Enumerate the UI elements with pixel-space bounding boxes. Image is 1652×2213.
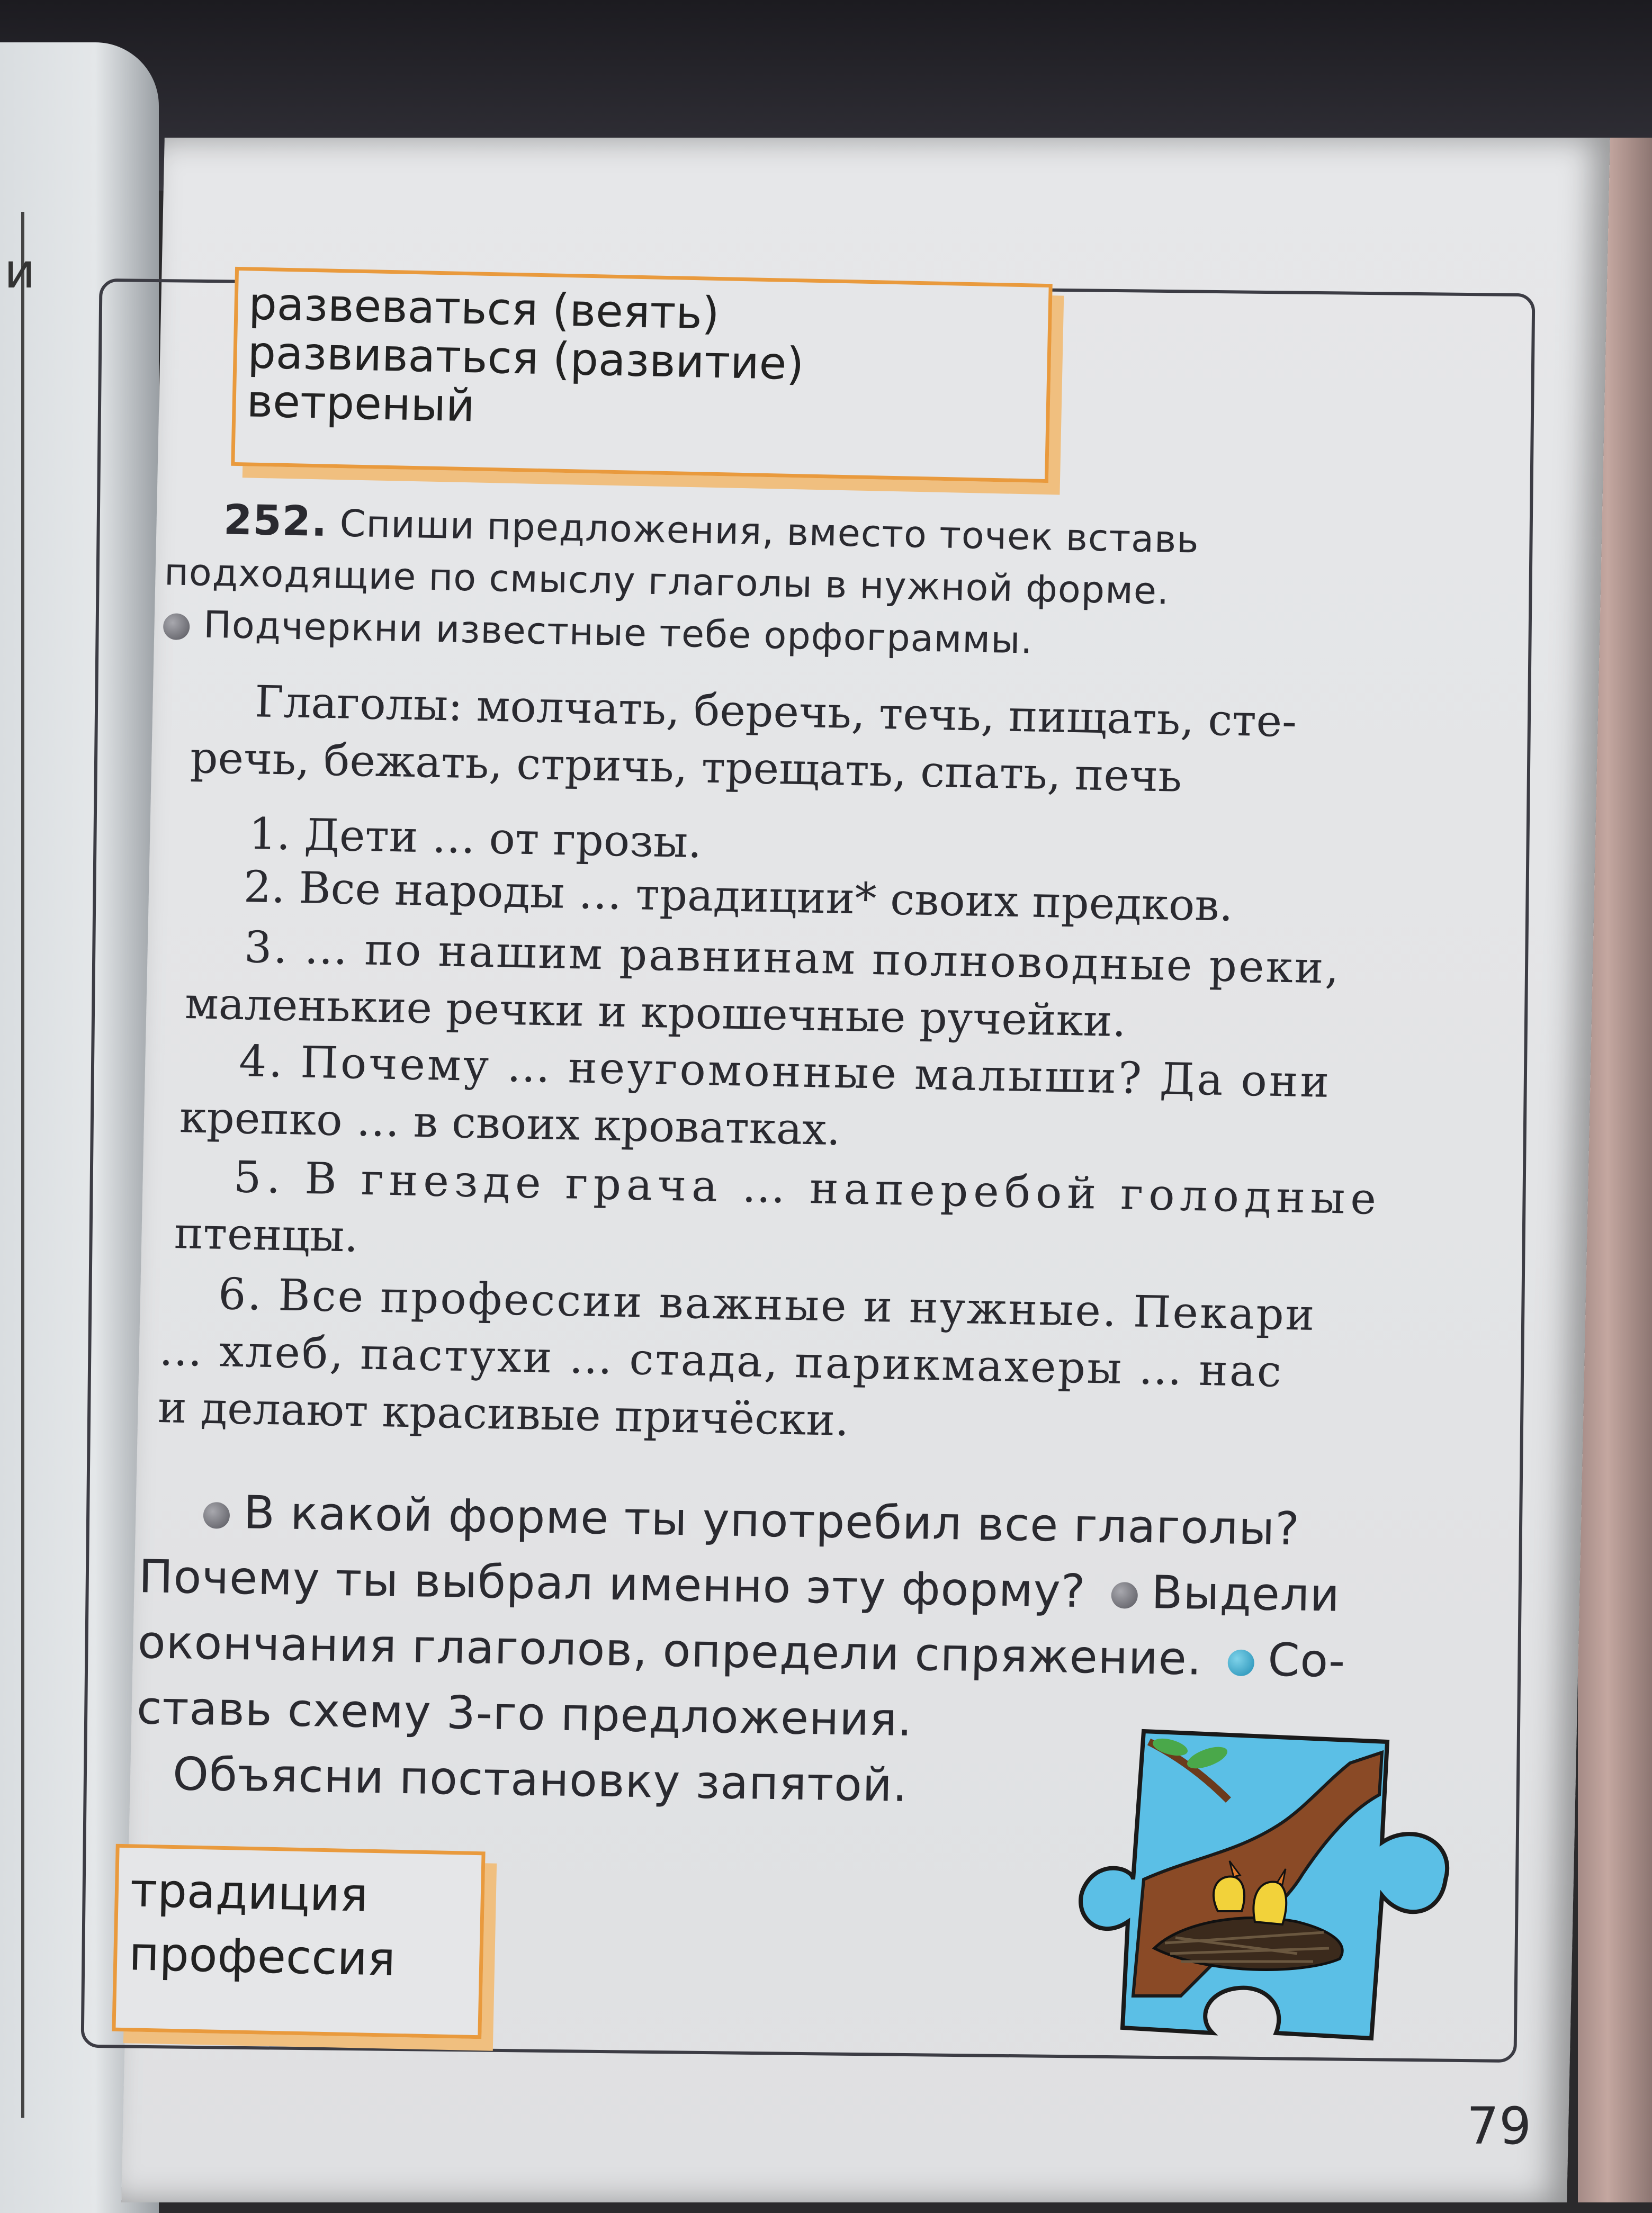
vocab-word: ветреный [246, 375, 475, 432]
question-line: В какой форме ты употребил все глаголы? [243, 1486, 1300, 1556]
question-line: Со- [1267, 1633, 1346, 1688]
question-line: ставь схему 3-го предложения. [136, 1681, 913, 1747]
left-page-rule [21, 212, 24, 2118]
bullet-gray-icon [1111, 1582, 1138, 1609]
vocab-word: развеваться (веять) [248, 277, 720, 340]
left-page-fragment: и [4, 244, 35, 299]
vocabulary-box-top [231, 267, 1053, 483]
vocab-word: традиция [129, 1863, 369, 1922]
question-line: Почему ты выбрал именно эту форму? [138, 1550, 1087, 1618]
sentence-line: и делают красивые причёски. [157, 1382, 850, 1446]
vocab-word: развиваться (развитие) [247, 326, 805, 390]
sentence-line: 6. Все профессии важные и нужные. Пекари [218, 1269, 1317, 1341]
sentence-line: птенцы. [174, 1208, 359, 1262]
question-line: Выдели [1151, 1566, 1341, 1622]
task-line: Подчеркни известные тебе орфограммы. [203, 602, 1034, 662]
sentence-6 [157, 1265, 1316, 1459]
sentence-line: … хлеб, пастухи … стада, парикмахеры … нас [158, 1325, 1283, 1397]
sentence-line: крепко … в своих кроватках. [179, 1092, 841, 1156]
task-line: Спиши предложения, вместо точек вставь [339, 501, 1200, 562]
question-line: окончания глаголов, определи спряжение. [137, 1616, 1202, 1686]
sentence-line: 4. Почему … неугомонные малыши? Да они [238, 1036, 1332, 1108]
sentence-3 [184, 918, 1341, 1055]
vocab-word: профессия [128, 1926, 396, 1986]
question-line: Объясни постановку запятой. [172, 1748, 908, 1812]
exercise-number: 252. [223, 496, 328, 546]
bullet-gray-icon [203, 1502, 230, 1529]
vocabulary-box-bottom [112, 1844, 485, 2039]
bullet-gray-icon [163, 613, 190, 640]
puzzle-bird-nest-icon [1075, 1721, 1456, 2059]
verb-line: речь, бежать, стричь, трещать, спать, печь [190, 732, 1182, 802]
verb-line: Глаголы: молчать, беречь, течь, пищать, сте- [254, 677, 1297, 748]
sentence-5 [174, 1148, 1382, 1285]
sentence-line: 2. Все народы … традиции* своих предков. [243, 862, 1234, 931]
sentence-line: 1. Дети … от грозы. [248, 808, 703, 868]
page-number: 79 [1467, 2097, 1532, 2156]
verb-list [190, 672, 1297, 808]
sentence-line: 5. В гнезде грача … наперебой голодные [233, 1152, 1382, 1225]
bullet-blue-icon [1227, 1649, 1254, 1676]
exercise-task [164, 494, 1420, 673]
sentence-line: маленькие речки и крошечные ручейки. [184, 978, 1127, 1047]
sentence-line: 3. … по нашим равнинам полноводные реки, [244, 922, 1341, 994]
sentence-4 [179, 1032, 1332, 1168]
task-line: подходящие по смыслу глаголы в нужной форме. [164, 550, 1170, 613]
